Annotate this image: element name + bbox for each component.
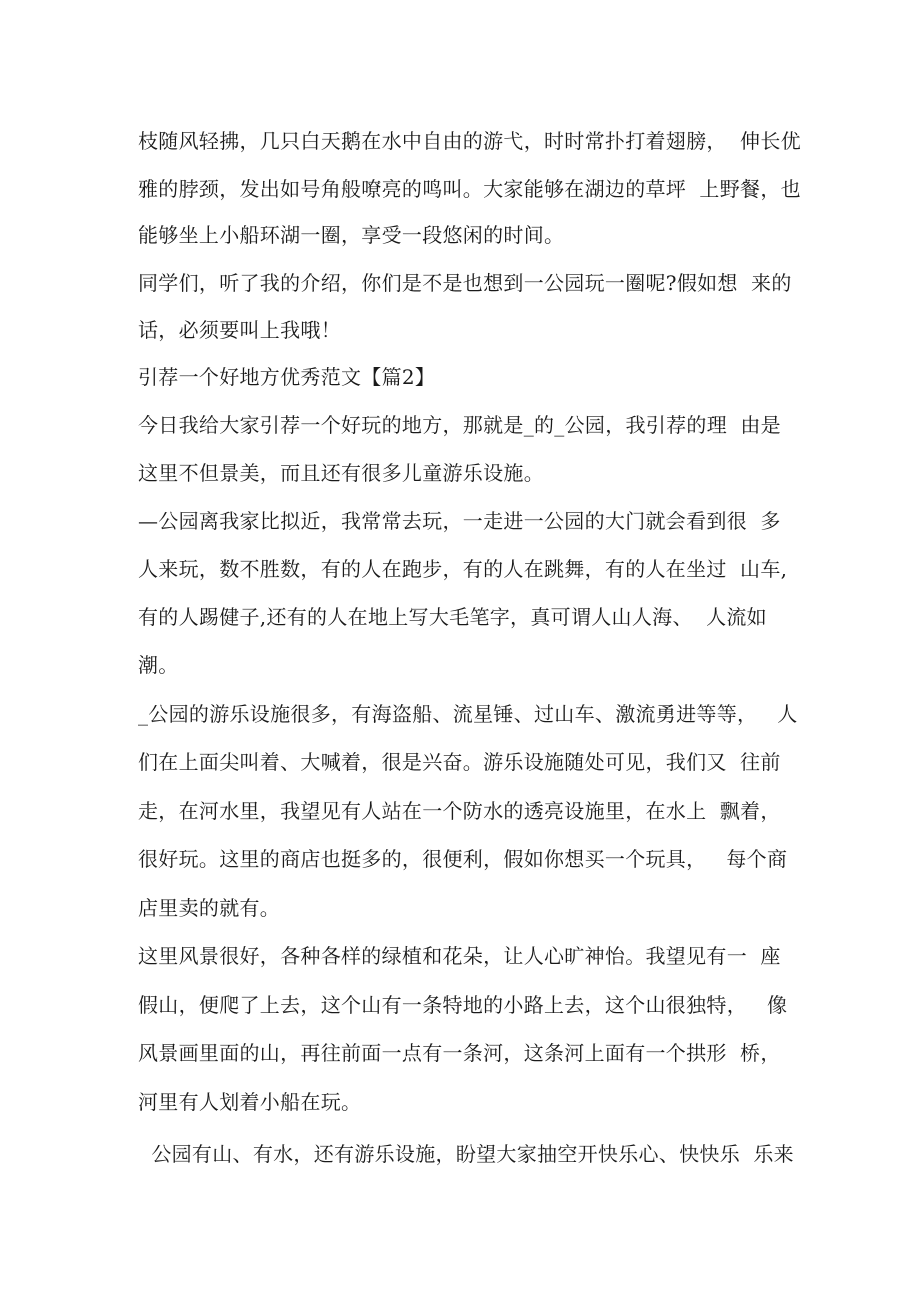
text-line: 店里卖的就有。 (138, 896, 281, 920)
text-line: 这里不但景美，而且还有很多儿童游乐设施。 (138, 461, 544, 485)
text-line: 潮。 (138, 653, 179, 677)
text-line: 有的人踢健子,还有的人在地上写大毛笔字，真可谓人山人海、 人流如 (138, 605, 767, 629)
text-line: 同学们，听了我的介绍，你们是不是也想到一公园玩一圈呢?假如想 来的 (138, 271, 792, 295)
text-line: 风景画里面的山，再往前面一点有一条河，这条河上面有一个拱形 桥， (138, 1041, 781, 1065)
text-line: 们在上面尖叫着、大喊着，很是兴奋。游乐设施随处可见，我们又 往前 (138, 750, 781, 774)
text-line: 公园有山、有水，还有游乐设施，盼望大家抽空开快乐心、快快乐 乐来 (138, 1142, 794, 1166)
text-line: 雅的脖颈，发出如号角般嘹亮的鸣叫。大家能够在湖边的草坪 上野餐，也 (138, 177, 801, 201)
text-line: 枝随风轻拂，几只白天鹅在水中自由的游弋，时时常扑打着翅膀， 伸长优 (138, 129, 801, 153)
text-line: 话，必须要叫上我哦！ (138, 318, 341, 342)
text-line: 能够坐上小船环湖一圈，享受一段悠闲的时间。 (138, 223, 565, 247)
text-line: _公园的游乐设施很多，有海盗船、流星锤、过山车、激流勇进等等， 人 (138, 702, 798, 726)
text-line: 人来玩，数不胜数，有的人在跑步，有的人在跳舞，有的人在坐过 山车, (138, 557, 788, 581)
section-heading: 引荐一个好地方优秀范文【篇2】 (138, 365, 436, 389)
text-line: 河里有人划着小船在玩。 (138, 1090, 362, 1114)
text-line: 假山，便爬了上去，这个山有一条特地的小路上去，这个山很独特， 像 (138, 993, 788, 1017)
text-line: 走，在河水里，我望见有人站在一个防水的透亮设施里，在水上 飘着， (138, 799, 781, 823)
text-line: —公园离我家比拟近，我常常去玩，一走进一公园的大门就会看到很 多 (138, 509, 781, 533)
text-line: 这里风景很好，各种各样的绿植和花朵，让人心旷神怡。我望见有一 座 (138, 944, 781, 968)
text-line: 很好玩。这里的商店也挺多的，很便利，假如你想买一个玩具， 每个商 (138, 847, 788, 871)
text-line: 今日我给大家引荐一个好玩的地方，那就是_的_公园，我引荐的理 由是 (138, 413, 781, 437)
